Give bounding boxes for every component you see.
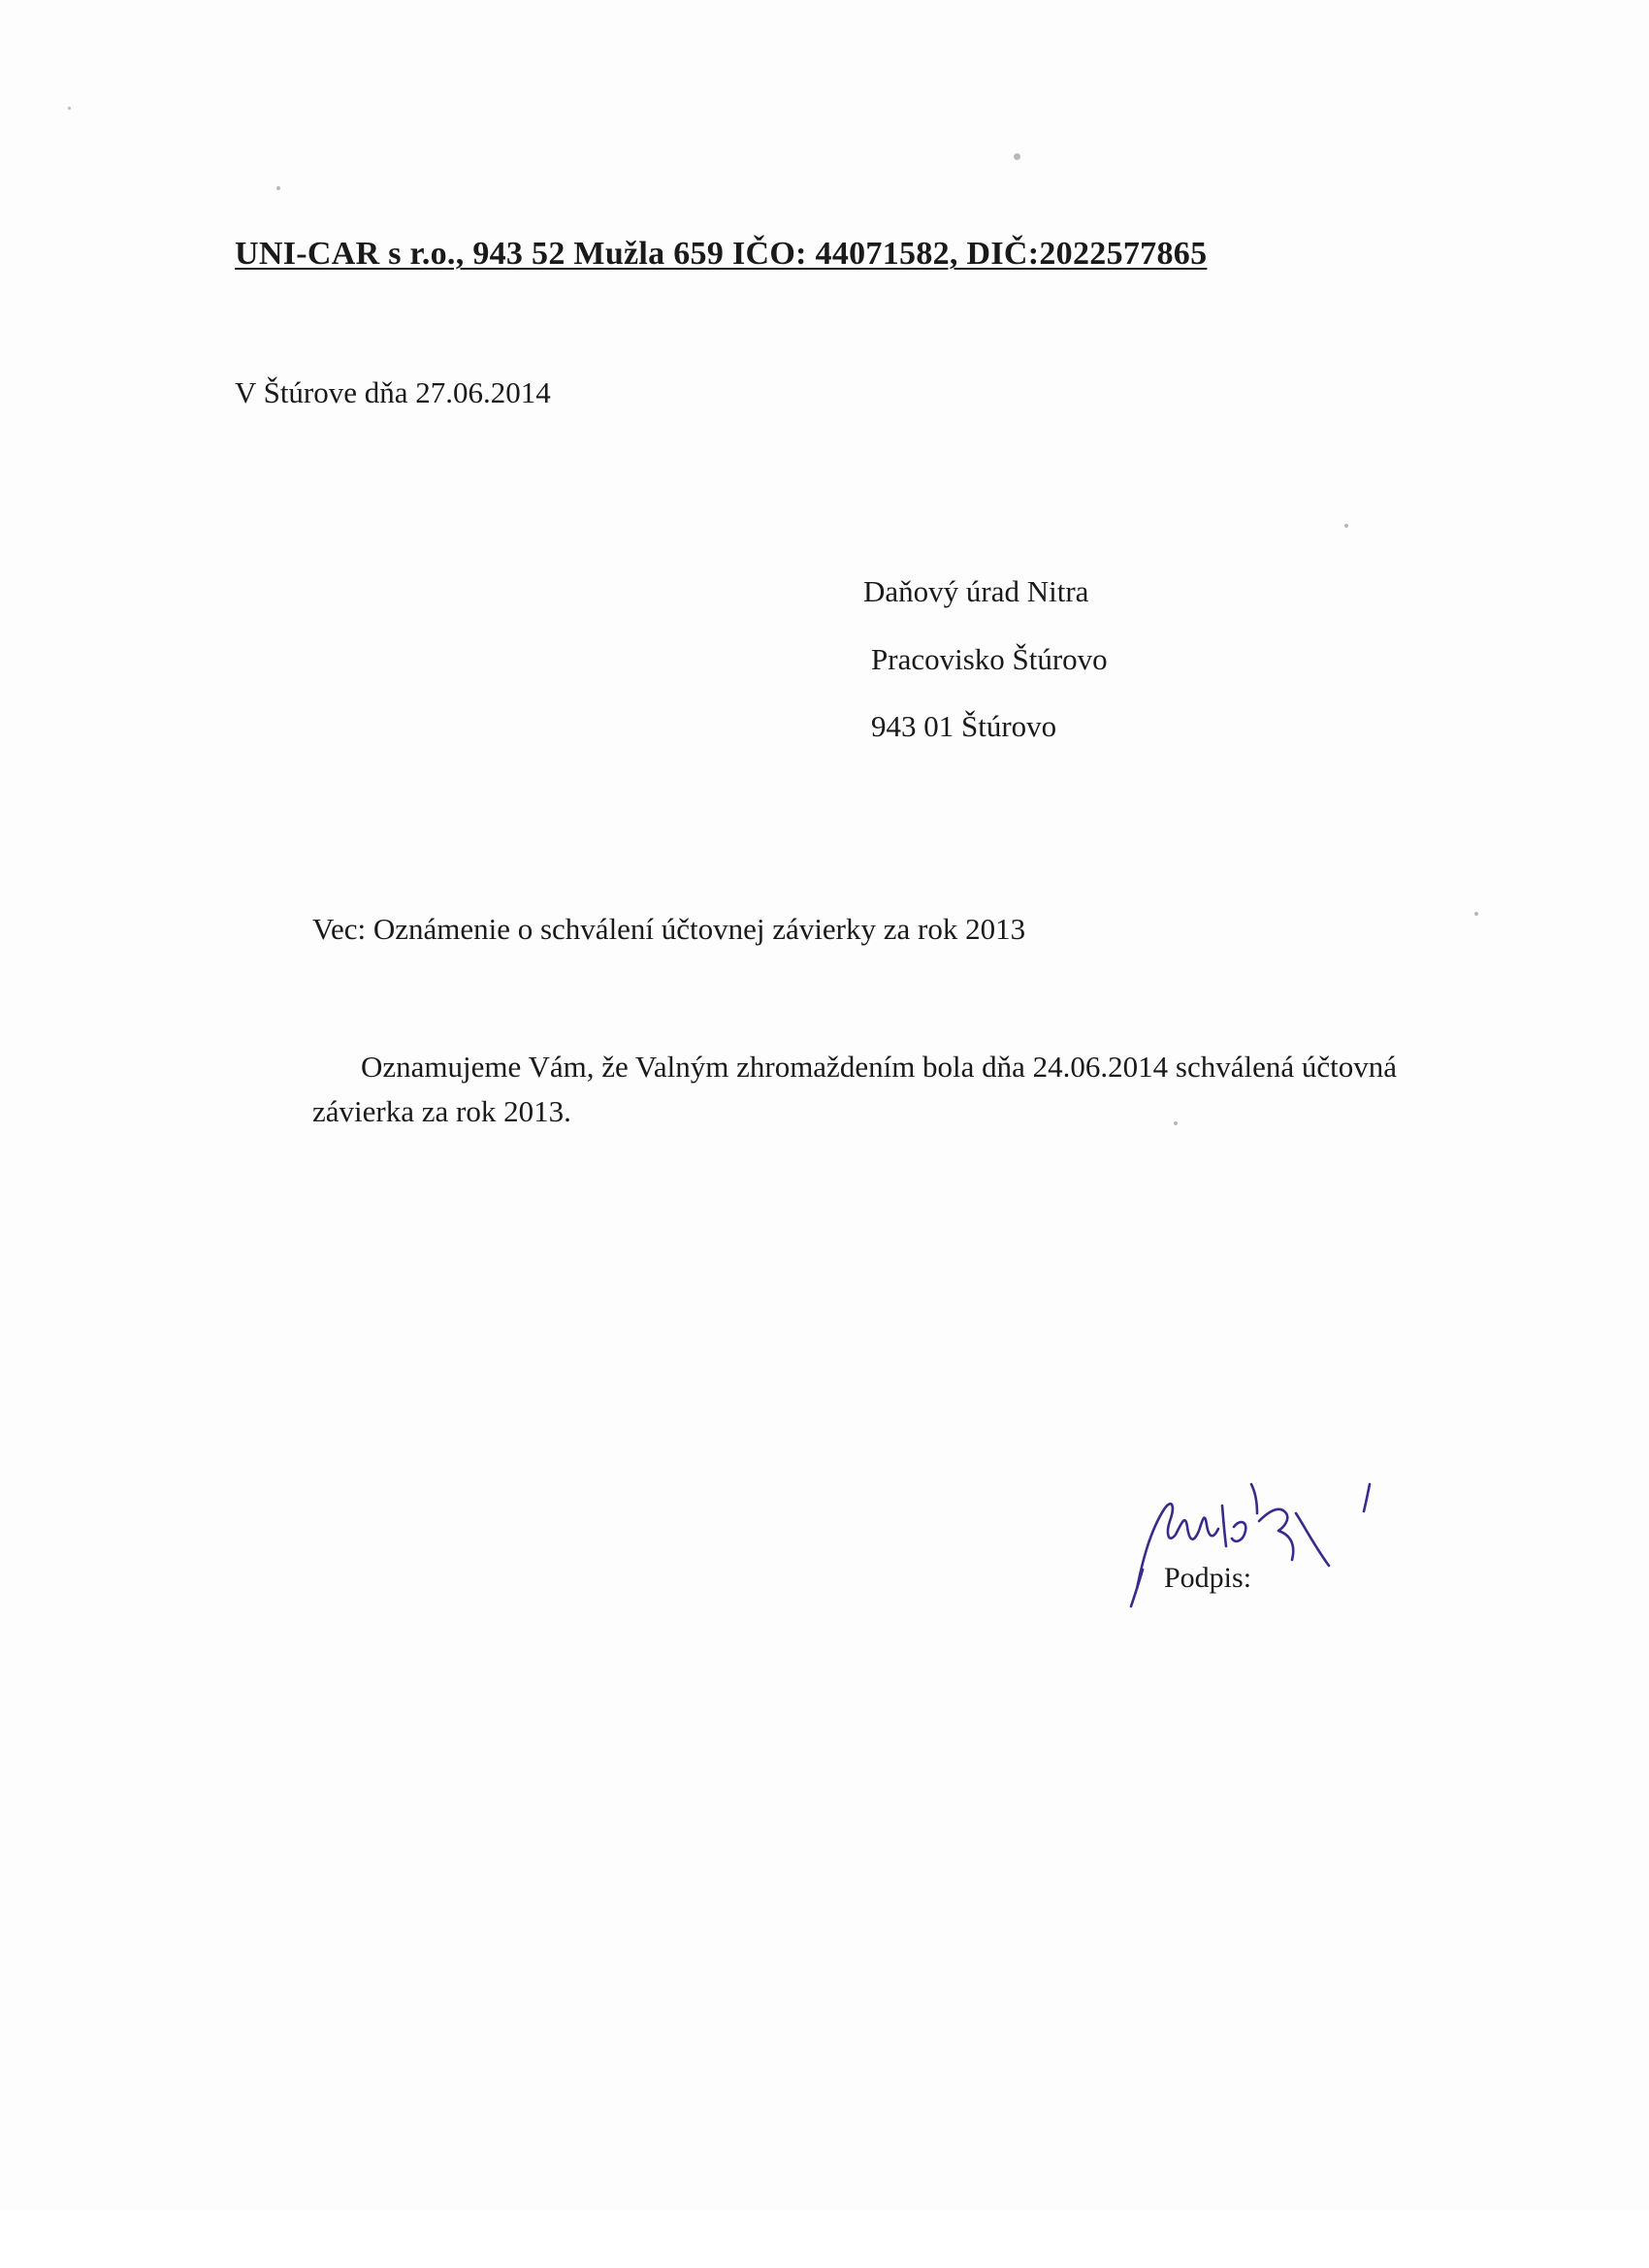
scan-speck: [276, 186, 280, 190]
letterhead: UNI-CAR s r.o., 943 52 Mužla 659 IČO: 44071582, DIČ:2022577865: [235, 236, 1208, 272]
recipient-line-3: 943 01 Štúrovo: [871, 709, 1057, 743]
recipient-line-1: Daňový úrad Nitra: [863, 574, 1089, 608]
handwritten-signature: [1125, 1463, 1436, 1618]
scan-speck: [1174, 1121, 1178, 1125]
body-paragraph: Oznamujeme Vám, že Valným zhromaždením bola dňa 24.06.2014 schválená účtovná závierka za rok 2013.: [312, 1050, 1398, 1128]
scan-speck: [1014, 153, 1020, 160]
recipient-line-2: Pracovisko Štúrovo: [871, 642, 1108, 676]
date-line: V Štúrove dňa 27.06.2014: [235, 375, 551, 409]
scan-speck: [68, 107, 71, 110]
scan-speck: [1344, 524, 1348, 528]
scan-speck: [1474, 912, 1478, 916]
subject-line: Vec: Oznámenie o schválení účtovnej závierky za rok 2013: [312, 912, 1026, 946]
signature-label: Podpis:: [1164, 1562, 1252, 1594]
scan-bottom-band: [0, 2210, 1649, 2268]
